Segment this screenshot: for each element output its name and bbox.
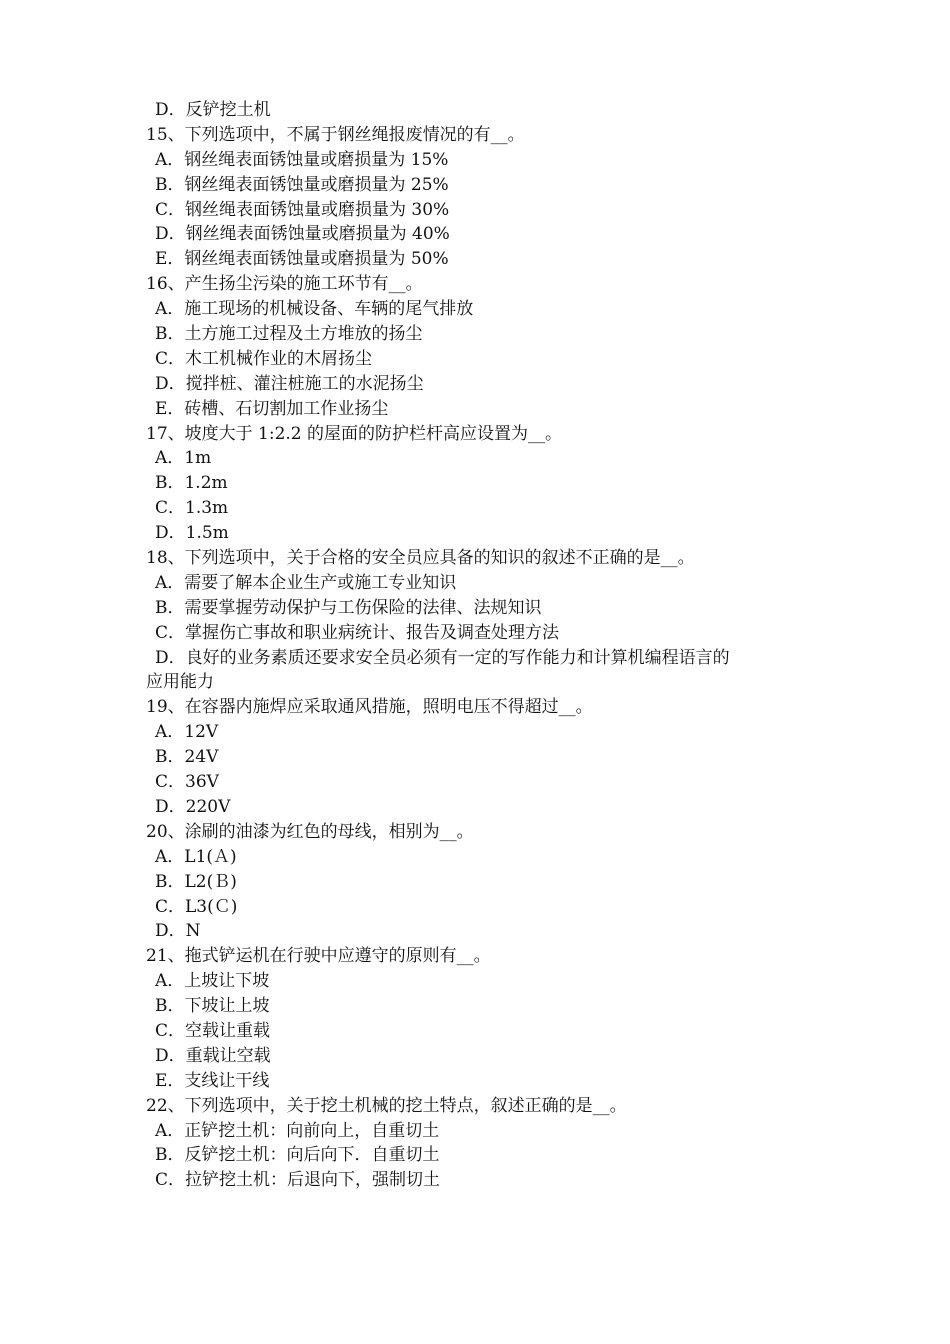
option-continuation: 应用能力 xyxy=(146,672,214,693)
answer-option: D．N xyxy=(155,921,201,942)
answer-option: A．上坡让下坡 xyxy=(155,971,270,992)
question-text: 17、坡度大于 1:2.2 的屋面的防护栏杆高应设置为__。 xyxy=(146,423,563,444)
answer-option: A．1m xyxy=(155,448,212,469)
answer-option: C．拉铲挖土机：后退向下，强制切土 xyxy=(155,1170,441,1191)
answer-option: A．12V xyxy=(155,722,219,743)
answer-option: E．砖槽、石切割加工作业扬尘 xyxy=(155,398,389,419)
answer-option: B．下坡让上坡 xyxy=(155,996,270,1017)
answer-option: B．24V xyxy=(155,747,219,768)
answer-option: D．220V xyxy=(155,796,231,817)
answer-option: A．施工现场的机械设备、车辆的尾气排放 xyxy=(155,299,474,320)
answer-option: D．钢丝绳表面锈蚀量或磨损量为 40% xyxy=(155,224,450,245)
answer-option: A．需要了解本企业生产或施工专业知识 xyxy=(155,572,457,593)
answer-option: D．搅拌桩、灌注桩施工的水泥扬尘 xyxy=(155,373,424,394)
answer-option: E．支线让干线 xyxy=(155,1070,270,1091)
answer-option: D．1.5m xyxy=(155,523,229,544)
answer-option: E．钢丝绳表面锈蚀量或磨损量为 50% xyxy=(155,249,449,270)
answer-option: D．反铲挖土机 xyxy=(155,100,271,120)
question-text: 20、涂刷的油漆为红色的母线，相别为__。 xyxy=(146,821,474,842)
answer-option: B．土方施工过程及土方堆放的扬尘 xyxy=(155,324,423,345)
answer-option: D．良好的业务素质还要求安全员必须有一定的写作能力和计算机编程语言的 xyxy=(155,647,730,668)
answer-option: C．36V xyxy=(155,772,219,793)
answer-option: B．需要掌握劳动保护与工伤保险的法律、法规知识 xyxy=(155,597,542,618)
question-text: 16、产生扬尘污染的施工环节有__。 xyxy=(146,274,423,295)
question-list xyxy=(146,98,826,1193)
answer-option: A．正铲挖土机：向前向上，自重切土 xyxy=(155,1120,440,1141)
answer-option: C．掌握伤亡事故和职业病统计、报告及调查处理方法 xyxy=(155,622,560,643)
answer-option: B．L2(Ｂ) xyxy=(155,871,237,892)
question-text: 19、在容器内施焊应采取通风措施，照明电压不得超过__。 xyxy=(146,697,593,718)
question-text: 18、下列选项中，关于合格的安全员应具备的知识的叙述不正确的是__。 xyxy=(146,548,695,569)
answer-option: C．1.3m xyxy=(155,498,229,519)
answer-option: A．钢丝绳表面锈蚀量或磨损量为 15% xyxy=(155,149,449,170)
question-text: 15、下列选项中，不属于钢丝绳报废情况的有__。 xyxy=(146,124,525,145)
answer-option: C．木工机械作业的木屑扬尘 xyxy=(155,348,373,369)
answer-option: B．钢丝绳表面锈蚀量或磨损量为 25% xyxy=(155,174,449,195)
answer-option: B．1.2m xyxy=(155,473,228,494)
answer-option: D．重载让空载 xyxy=(155,1045,271,1066)
question-text: 22、下列选项中，关于挖土机械的挖土特点，叙述正确的是__。 xyxy=(146,1095,627,1116)
answer-option: A．L1(Ａ) xyxy=(155,846,237,867)
answer-option: B．反铲挖土机：向后向下．自重切土 xyxy=(155,1145,440,1166)
answer-option: C．L3(Ｃ) xyxy=(155,896,238,917)
question-text: 21、拖式铲运机在行驶中应遵守的原则有__。 xyxy=(146,946,491,967)
answer-option: C．钢丝绳表面锈蚀量或磨损量为 30% xyxy=(155,199,450,220)
answer-option: C．空载让重载 xyxy=(155,1020,271,1041)
